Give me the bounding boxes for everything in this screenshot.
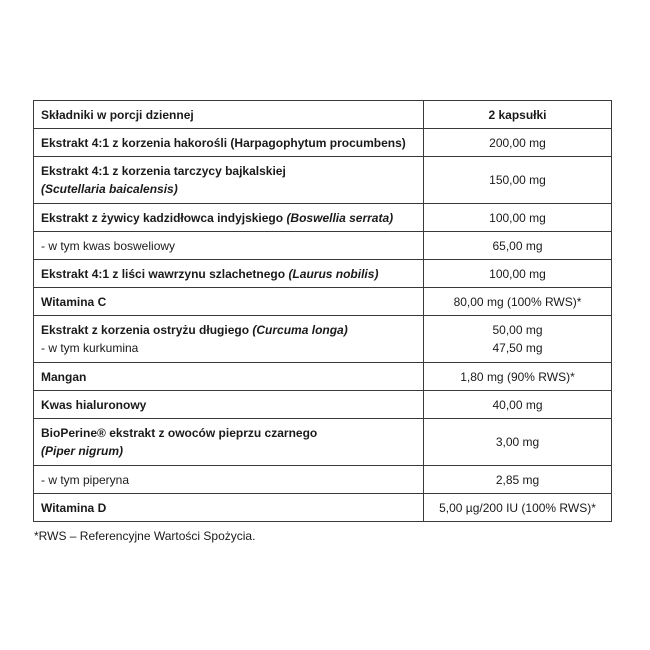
header-ingredients: Składniki w porcji dziennej — [34, 101, 424, 129]
ingredient-name: - w tym piperyna — [34, 466, 424, 494]
ingredients-table — [33, 100, 612, 522]
ingredient-name: Kwas hialuronowy — [34, 391, 424, 419]
ingredient-value: 1,80 mg (90% RWS)* — [424, 363, 612, 391]
ingredient-value: 150,00 mg — [424, 157, 612, 204]
ingredient-value-cell — [424, 316, 612, 363]
ingredient-name-line — [41, 321, 416, 339]
ingredient-latin: (Boswellia serrata) — [286, 210, 394, 225]
table-row — [34, 288, 612, 316]
footnote: *RWS – Referencyjne Wartości Spożycia. — [34, 529, 256, 543]
ingredient-value: 40,00 mg — [424, 391, 612, 419]
ingredient-name: Ekstrakt 4:1 z korzenia tarczycy bajkalskiej — [41, 164, 286, 178]
ingredient-latin: (Piper nigrum) — [41, 444, 124, 458]
ingredient-name: - w tym kwas bosweliowy — [34, 232, 424, 260]
table-row — [34, 316, 612, 363]
ingredient-name: Ekstrakt 4:1 z korzenia hakorośli (Harpagophytum procumbens) — [34, 129, 424, 157]
ingredient-value: 3,00 mg — [424, 419, 612, 466]
ingredient-latin: (Laurus nobilis) — [288, 266, 379, 281]
ingredient-name-cell — [34, 419, 424, 466]
ingredient-value: 100,00 mg — [424, 204, 612, 232]
ingredient-value: 200,00 mg — [424, 129, 612, 157]
table-header-row — [34, 101, 612, 129]
table-row — [34, 157, 612, 204]
table-row — [34, 391, 612, 419]
ingredient-value: 65,00 mg — [424, 232, 612, 260]
ingredient-name: Ekstrakt 4:1 z liści wawrzynu szlachetnego — [41, 266, 289, 281]
supplement-facts — [33, 100, 611, 543]
table-row — [34, 232, 612, 260]
ingredient-value: 2,85 mg — [424, 466, 612, 494]
ingredient-latin: (Scutellaria baicalensis) — [41, 182, 178, 196]
ingredient-name: Ekstrakt z korzenia ostryżu długiego — [41, 323, 253, 337]
table-row — [34, 419, 612, 466]
table-row — [34, 363, 612, 391]
ingredient-name-cell — [34, 260, 424, 288]
ingredient-value: 100,00 mg — [424, 260, 612, 288]
ingredient-name-cell — [34, 316, 424, 363]
ingredient-name: Witamina D — [34, 494, 424, 522]
table-row — [34, 204, 612, 232]
ingredient-sub-value: 47,50 mg — [492, 341, 543, 355]
ingredient-name: Ekstrakt z żywicy kadzidłowca indyjskiego — [41, 210, 287, 225]
ingredient-name: Witamina C — [34, 288, 424, 316]
ingredient-name: BioPerine® ekstrakt z owoców pieprzu czarnego — [41, 426, 318, 440]
header-dose: 2 kapsułki — [424, 101, 612, 129]
ingredient-value: 80,00 mg (100% RWS)* — [424, 288, 612, 316]
ingredient-value: 5,00 µg/200 IU (100% RWS)* — [424, 494, 612, 522]
ingredient-name-cell — [34, 204, 424, 232]
ingredient-name: Mangan — [34, 363, 424, 391]
ingredient-value: 50,00 mg — [492, 323, 543, 337]
table-row — [34, 466, 612, 494]
ingredient-name-cell — [34, 157, 424, 204]
table-row — [34, 494, 612, 522]
ingredient-latin: (Curcuma longa) — [252, 323, 348, 337]
table-row — [34, 129, 612, 157]
ingredient-sub-name: - w tym kurkumina — [41, 341, 139, 355]
table-row — [34, 260, 612, 288]
